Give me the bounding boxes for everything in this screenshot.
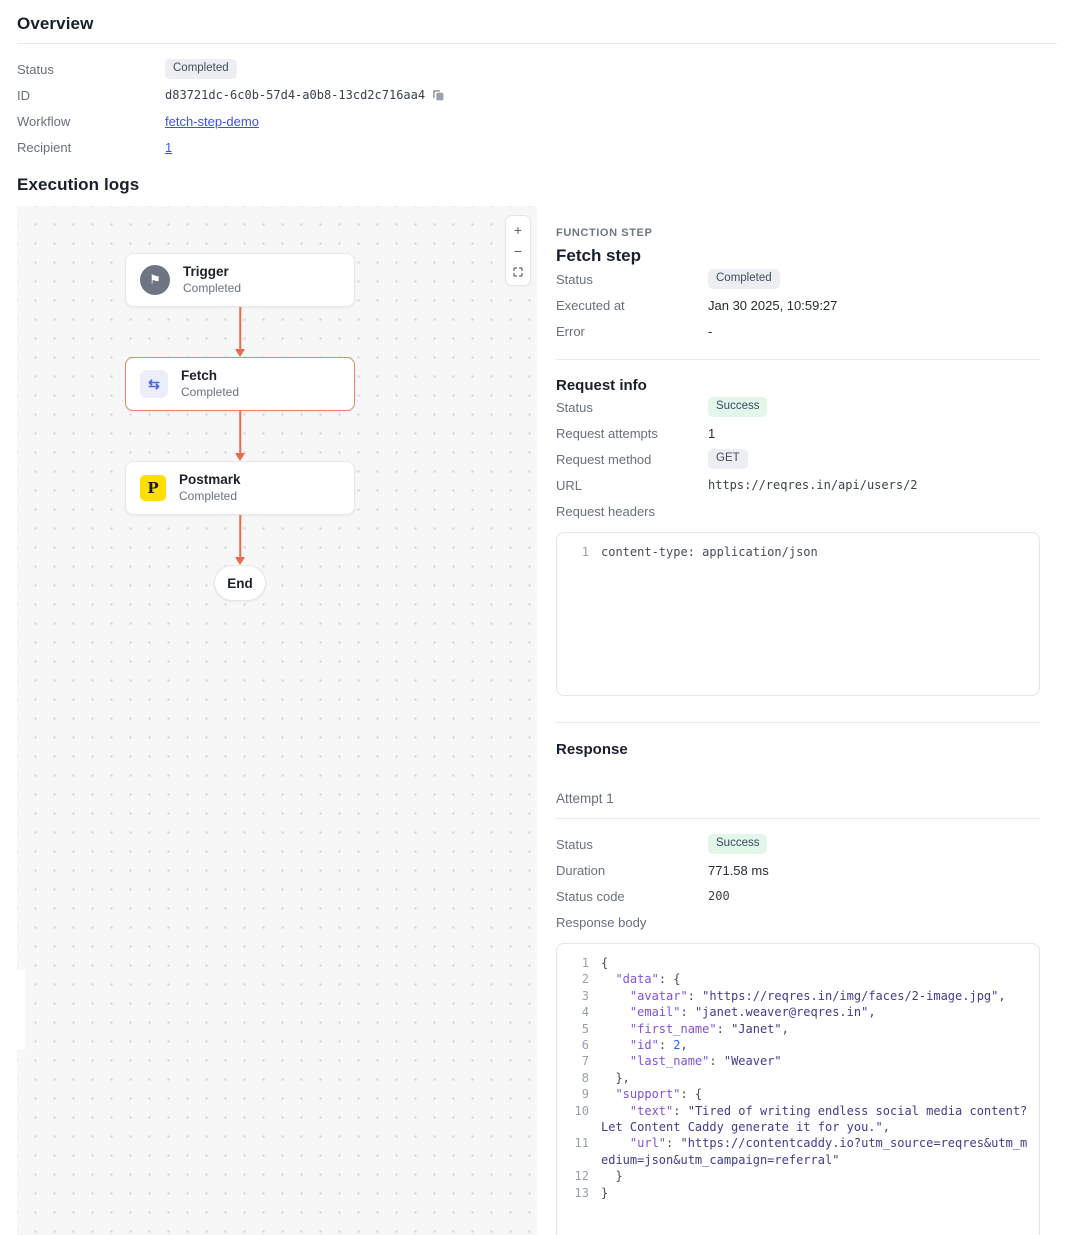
response-rows	[556, 831, 1040, 935]
overview-title: Overview	[17, 14, 94, 33]
workflow-link[interactable]: fetch-step-demo	[165, 113, 259, 129]
table-row	[556, 472, 1040, 498]
executed-at-value: Jan 30 2025, 10:59:27	[708, 297, 838, 313]
table-row	[556, 266, 1040, 292]
row-label: Request attempts	[556, 425, 658, 441]
fit-view-icon	[512, 266, 524, 278]
table-row	[17, 82, 1057, 108]
step-type-kicker: FUNCTION STEP	[556, 227, 653, 239]
id-value: d83721dc-6c0b-57d4-a0b8-13cd2c716aa4	[165, 88, 426, 102]
code-line-content: }	[601, 1169, 623, 1184]
execution-logs-header	[0, 175, 1075, 195]
copy-icon	[432, 89, 445, 102]
flow-edge	[125, 515, 355, 565]
code-line	[567, 1053, 1029, 1069]
edge-line	[239, 411, 241, 454]
edge-line	[239, 307, 241, 350]
table-row	[556, 883, 1040, 909]
line-number: 5	[581, 1021, 589, 1036]
fit-view-button[interactable]	[507, 261, 529, 282]
row-label: ID	[17, 87, 30, 103]
row-label: Status	[556, 271, 593, 287]
overview-divider	[17, 43, 1057, 44]
request-method-value: GET	[708, 449, 748, 469]
edge-arrowhead	[235, 349, 245, 357]
code-line	[567, 1021, 1029, 1037]
canvas-controls	[505, 215, 531, 286]
row-label: Status	[556, 399, 593, 415]
code-line-content: "text": "Tired of writing endless social media content? Let Content Caddy generate it for you.",	[601, 1103, 1035, 1135]
duration-value: 771.58 ms	[708, 862, 769, 878]
row-label: Status	[556, 836, 593, 852]
overview-rows	[17, 56, 1057, 160]
line-number: 9	[581, 1087, 589, 1102]
workflow-nodes	[125, 253, 355, 601]
table-row	[556, 831, 1040, 857]
code-line	[567, 988, 1029, 1004]
response-title: Response	[556, 741, 628, 758]
status-code-value: 200	[708, 889, 730, 903]
execution-logs-title: Execution logs	[17, 175, 140, 194]
line-number: 6	[581, 1038, 589, 1053]
attempt-divider	[556, 818, 1040, 819]
step-detail-panel	[556, 206, 1040, 1235]
code-line-content: "email": "janet.weaver@reqres.in",	[629, 1005, 876, 1020]
line-number: 2	[581, 972, 589, 987]
flag-icon: ⚑	[140, 265, 170, 295]
row-label: Recipient	[17, 139, 72, 155]
node-title: Trigger	[183, 263, 229, 279]
response-status-value: Success	[708, 834, 767, 854]
attempt-label: Attempt 1	[556, 791, 614, 806]
line-number: 12	[574, 1169, 589, 1184]
table-row	[17, 108, 1057, 134]
step-summary-rows	[556, 266, 1040, 344]
line-number: 1	[581, 545, 589, 559]
workflow-node-end[interactable]: End	[214, 565, 266, 601]
request-attempts-value: 1	[708, 425, 716, 441]
code-line-content: {	[601, 956, 609, 970]
table-row	[556, 498, 1040, 524]
node-text	[181, 368, 239, 400]
row-label: Duration	[556, 862, 606, 878]
copy-button[interactable]	[432, 89, 445, 102]
line-number: 10	[574, 1103, 589, 1118]
step-title: Fetch step	[556, 246, 642, 265]
overview-section	[0, 0, 1075, 160]
flow-edge	[125, 411, 355, 461]
row-label: Request headers	[556, 503, 656, 519]
node-status: Completed	[183, 280, 242, 295]
table-row	[556, 292, 1040, 318]
workflow-node-fetch[interactable]	[125, 357, 355, 411]
row-label: Executed at	[556, 297, 625, 313]
request-info-title: Request info	[556, 377, 647, 394]
row-label: Error	[556, 323, 585, 339]
edge-arrowhead	[235, 557, 245, 565]
line-number: 1	[581, 956, 589, 970]
code-line	[567, 971, 1029, 987]
code-line-content: "id": 2,	[629, 1038, 688, 1053]
request-status-value: Success	[708, 397, 767, 417]
code-line-content: content-type: application/json	[601, 545, 818, 559]
code-line	[567, 1103, 1035, 1136]
code-line	[567, 1037, 1029, 1053]
flow-edge	[125, 307, 355, 357]
code-line	[567, 544, 1029, 560]
code-line-content: "data": {	[615, 972, 681, 987]
zoom-out-button[interactable]: −	[513, 242, 523, 259]
canvas-side-panel	[17, 970, 25, 1050]
url-value: https://reqres.in/api/users/2	[708, 478, 918, 492]
table-row	[556, 394, 1040, 420]
table-row	[556, 318, 1040, 344]
node-status: Completed	[179, 488, 238, 503]
node-text	[183, 264, 241, 296]
edge-arrowhead	[235, 453, 245, 461]
node-title: Fetch	[181, 367, 218, 383]
zoom-in-button[interactable]: +	[513, 221, 523, 238]
row-label: Status	[17, 61, 54, 77]
node-status: Completed	[181, 384, 240, 399]
line-number: 4	[581, 1005, 589, 1020]
code-line	[567, 1168, 1029, 1184]
code-line-content: }	[601, 1185, 609, 1200]
postmark-icon: P	[140, 475, 166, 501]
edge-line	[239, 515, 241, 558]
panel-divider	[556, 722, 1040, 723]
node-title: Postmark	[179, 471, 241, 487]
line-number: 8	[581, 1070, 589, 1085]
status-value: Completed	[165, 59, 237, 79]
table-row	[17, 56, 1057, 82]
table-row	[556, 420, 1040, 446]
code-line-content: "url": "https://contentcaddy.io?utm_source=reqres&utm_medium=json&utm_campaign=referral"	[601, 1136, 1028, 1167]
code-line-content: },	[601, 1070, 630, 1085]
code-line	[567, 1086, 1029, 1102]
code-line-content: "support": {	[615, 1087, 703, 1102]
table-row	[556, 909, 1040, 935]
code-line	[567, 955, 1029, 971]
code-line-content: "avatar": "https://reqres.in/img/faces/2-image.jpg",	[629, 988, 1006, 1003]
row-label: Response body	[556, 914, 647, 930]
line-number: 11	[574, 1136, 589, 1151]
code-line-content: "last_name": "Weaver"	[629, 1054, 782, 1069]
line-number: 13	[574, 1185, 589, 1200]
table-row	[556, 446, 1040, 472]
request-headers-code-block	[556, 532, 1040, 696]
row-label: Workflow	[17, 113, 71, 129]
workflow-node-postmark[interactable]	[125, 461, 355, 515]
panel-divider	[556, 359, 1040, 360]
workflow-canvas[interactable]	[17, 206, 537, 1235]
code-line	[567, 1004, 1029, 1020]
response-body-code-block	[556, 943, 1040, 1235]
row-label: Status code	[556, 888, 625, 904]
row-label: Request method	[556, 451, 652, 467]
table-row	[556, 857, 1040, 883]
swap-arrows-icon: ⇆	[140, 370, 168, 398]
request-info-rows	[556, 394, 1040, 524]
code-line	[567, 1185, 1029, 1201]
node-text	[179, 472, 241, 504]
table-row	[17, 134, 1057, 160]
code-line	[567, 1135, 1029, 1168]
workflow-node-trigger[interactable]	[125, 253, 355, 307]
row-label: URL	[556, 477, 583, 493]
recipient-link[interactable]: 1	[165, 139, 173, 155]
code-line-content: "first_name": "Janet",	[629, 1021, 789, 1036]
line-number: 3	[581, 988, 589, 1003]
line-number: 7	[581, 1054, 589, 1069]
error-value: -	[708, 323, 713, 339]
step-status-value: Completed	[708, 269, 780, 289]
code-line	[567, 1070, 1029, 1086]
